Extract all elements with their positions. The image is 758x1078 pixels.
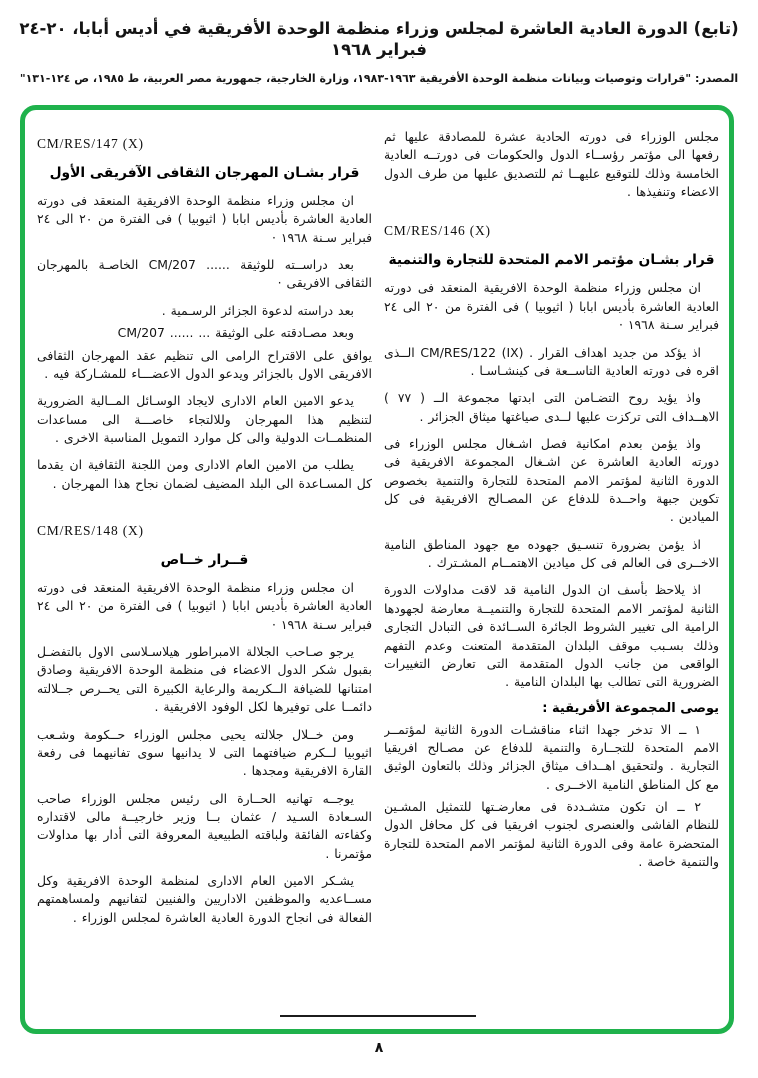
footnote-separator-rule	[280, 1015, 476, 1017]
green-border-frame	[20, 105, 734, 1034]
resolution-title: قــرار خــاص	[160, 552, 249, 569]
paragraph: واذ يؤيد روح التضـامن التى ابدتها مجموعة الــ ( ٧٧ ) الاهــداف التى تركزت عليها لــدى صياغتها ميثاق الجزائر .	[384, 390, 719, 424]
paragraph: بعد دراسته لدعوة الجزائر الرسـمية .	[161, 302, 354, 318]
header-title: (تابع) الدورة العادية العاشرة لمجلس وزراء منظمة الوحدة الأفريقية في أديس أبابا، ٢٠-٢٤ فبراير ١٩٦٨	[19, 19, 739, 60]
numbered-item: ٢ ــ ان تكون متشـددة فى معارضـتها للتمثيل المشـين للنظام الفاشى والعنصرى لجنوب افريقيا فى كل محافل الدول المتحضرة عامة وفى الدورة الثانية لمؤتمر الامم المتحدة للتجارة والتنمية خاصة .	[384, 799, 719, 870]
page-header	[0, 18, 758, 85]
recommendation-subhead: يوصى المجموعة الأفريقية :	[542, 700, 719, 716]
paragraph: واذ يؤمن بعدم امكانية فصل اشـغال مجلس الوزراء فى دورته العادية العاشرة عن اشـغال المجموعة الافريقية فى الدورة الثانية لمؤتمر الامم المتحدة للتجارة والتنمية بخصوص تكوين جبهة واحــدة للدفاع عن المصـالح الافريقية فى كل الميادين .	[384, 435, 719, 525]
paragraph: ان مجلس وزراء منظمة الوحدة الافريقية المنعقد فى دورته العادية العاشرة بأديس ابابا ( اثيوبيا ) فى الفترة من ٢٠ الى ٢٤ فبراير سـنة ١٩٦٨ ·	[37, 193, 372, 245]
left-column	[37, 128, 372, 999]
paragraph: مجلس الوزراء فى دورته الحادية عشرة للمصادقة عليها ثم رفعها الى مؤتمر رؤســاء الدول والحكومات فى دورتــه العادية الخامسة وذلك للتوقيع عليهــا ثم للتصديق عليها من طرف الدول الاعضاء وتنفيذها .	[384, 129, 719, 200]
resolution-title: قرار بشـان مؤتمر الامم المتحدة للتجارة والتنمية	[388, 252, 715, 269]
paragraph: وبعد مصـادقته على الوثيقة ... ...... CM/207	[117, 325, 354, 341]
right-column	[384, 128, 719, 999]
paragraph: يرجو صـاحب الجلالة الامبراطور هيلاسـلاسى الاول بالتفضـل بقبول شكر الدول الاعضاء فى منظمة الوحدة الافريقية وصادق امتنانها للضيافة الــكريمة والرعاية الكبيرة التى يحــرص جــلالته دائمــا على توفيرها لكل الوفود الافريقية .	[37, 644, 372, 715]
numbered-item: ١ ــ الا تدخر جهدا اثناء مناقشـات الدورة الثانية لمؤتمــر الامم المتحدة للتجــارة والتنمية للدفاع عن مصـالح افريقيا التجارية . ولتحقيق اهــداف ميثاق الجزائر وذلك بالتعاون الوثيق مع كل المناطق النامية الاخــرى .	[384, 721, 719, 792]
paragraph: يشـكر الامين العام الادارى لمنظمة الوحدة الافريقية وكل مســاعديه والموظفين الاداريين والفنيين لتفانيهم ولمساهمتهم الفعالة فى انجاح الدورة العادية العاشرة لمجلس الوزراء .	[37, 873, 372, 925]
header-source: المصدر: "قرارات وتوصيات وبيانات منظمة الوحدة الأفريقية ١٩٦٣-١٩٨٣، وزارة الخارجية، جمهورية مصر العربية، ط ١٩٨٥، ص ١٢٤-١٣١"	[19, 71, 739, 85]
resolution-number: CM/RES/147 (X)	[37, 136, 144, 151]
paragraph: يوجــه تهانيه الحــارة الى رئيس مجلس الوزراء صاحب السـعادة السـيد / عثمان بــا وزير خارجيــة مالى لاقتداره وكفاءته الفائقة ولباقته الطبيعية المعروفة التى أدار بها مداولات مؤتمرنا .	[37, 790, 372, 861]
paragraph: ان مجلس وزراء منظمة الوحدة الافريقية المنعقد فى دورته العادية العاشرة بأديس ابابا ( اثيوبيا ) فى الفترة من ٢٠ الى ٢٤ فبراير سـنة ١٩٦٨ ·	[37, 580, 372, 632]
paragraph: ان مجلس وزراء منظمة الوحدة الافريقية المنعقد فى دورته العادية العاشرة بأديس ابابا ( اثيوبيا ) فى الفترة من ٢٠ الى ٢٤ فبراير سـنة ١٩٦٨ ·	[384, 280, 719, 333]
paragraph: يدعو الامين العام الادارى لايجاد الوسـائل المــالية الضرورية لتنظيم هذا المهرجان وللالتجاء خاصـــة الى مساعدات المنظمــات الدولية والى كل موارد التمويل المناسبة الاخرى .	[37, 393, 372, 445]
paragraph: اذ يؤكد من جديد اهداف القرار . CM/RES/122 (IX) الــذى اقره فى دورته العادية التاســعة فى كينشـاسـا .	[384, 344, 719, 378]
page-number: ٨	[374, 1040, 384, 1056]
paragraph: اذ يؤمن بضرورة تنسـيق جهوده مع جهود المناطق النامية الاخــرى فى العالم فى كل ميادين الاهتمــام المشـترك .	[384, 536, 719, 571]
paragraph: اذ يلاحظ بأسف ان الدول النامية قد لاقت مداولات الدورة الثانية لمؤتمر الامم المتحدة للتجارة والتنميــة معارضة لجهودها الرامية الى تغيير الشروط الجائرة الســائدة فى التبادل التجارى وذلك بسـبب موقف البلدان المتقدمة المتعنت وعدم التفهم الواقعى من جانب الدول المتقدمة التى تعارض التغييرات الضرورية التى تطالب بها البلدان النامية .	[384, 582, 719, 690]
resolution-number: CM/RES/148 (X)	[37, 523, 144, 539]
paragraph: ومن خــلال جلالته يحيى مجلس الوزراء حــكومة وشـعب اثيوبيا لــكرم ضيافتهما التى لا يدانيها سوى تفانيهما فى رفعة القارة الافريقية ومجدها .	[37, 726, 372, 779]
paragraph: بعد دراســته للوثيقة ...... CM/207 الخاصـة بالمهرجان الثقافى الافريقى ·	[37, 257, 372, 291]
resolution-title: قرار بشـان المهرجان الثقافى الآفريقى الأول	[49, 165, 360, 181]
resolution-number: CM/RES/146 (X)	[384, 223, 491, 239]
paragraph: يوافق على الاقتراح الرامى الى تنظيم عقد المهرجان الثقافى الافريقى الاول بالجزائر ويدعو الدول الاعضـــاء للمشـاركة فيه .	[37, 347, 372, 381]
paragraph: يطلب من الامين العام الادارى ومن اللجنة الثقافية ان يقدما كل المسـاعدة الى البلد المضيف لضمان نجاح هذا المهرجان .	[37, 457, 372, 491]
document-body	[25, 110, 729, 1029]
